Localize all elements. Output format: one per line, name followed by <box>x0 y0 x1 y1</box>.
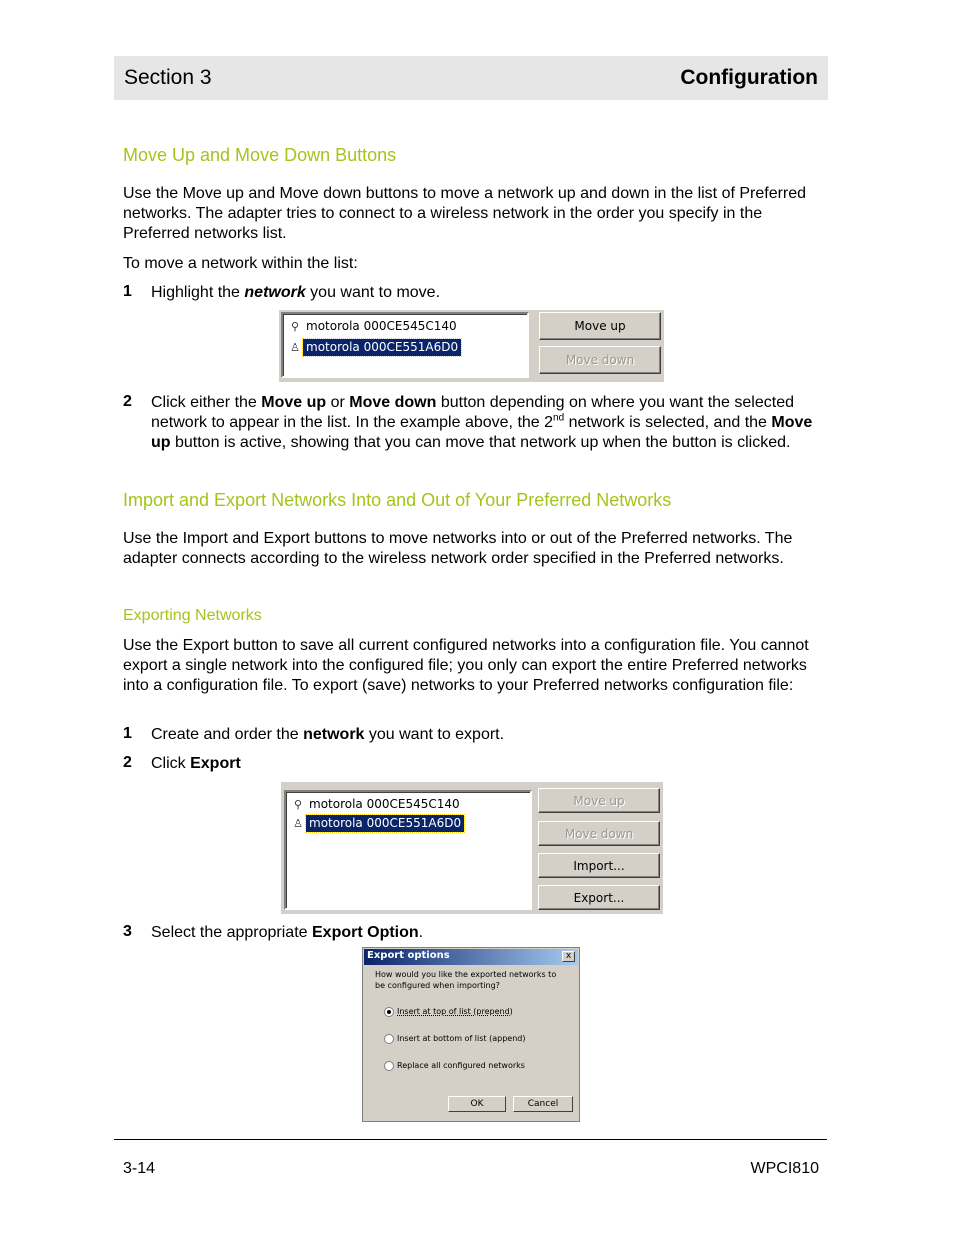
move-intro: Use the Move up and Move down buttons to move a network up and down in the list of Preferred networks. The adapter tries to connect to a wireless network in the order you specify in the Preferred networks list. <box>123 185 807 242</box>
chapter-title: Configuration <box>680 66 818 89</box>
product-name: WPCI810 <box>750 1160 819 1177</box>
move-up-button[interactable]: Move up <box>539 312 661 340</box>
page-number: 3-14 <box>123 1160 156 1177</box>
radio-append[interactable] <box>384 1034 394 1044</box>
option-append-label[interactable]: Insert at bottom of list (append) <box>397 1034 526 1043</box>
export-button[interactable]: Export... <box>538 885 660 910</box>
wireless-network-icon: ⚲ <box>290 319 300 333</box>
cancel-button[interactable]: Cancel <box>513 1096 573 1112</box>
move-down-button[interactable]: Move down <box>538 821 660 846</box>
move-heading: Move Up and Move Down Buttons <box>123 145 397 165</box>
list-item[interactable]: ⚲ motorola 000CE545C140 <box>287 317 460 335</box>
move-buttons-screenshot <box>279 310 664 382</box>
preferred-networks-list[interactable] <box>284 790 532 910</box>
export-step3: Select the appropriate Export Option. <box>151 924 424 941</box>
export-step2: Click Export <box>151 755 241 772</box>
step-number: 2 <box>123 393 132 410</box>
adhoc-network-icon: ♙ <box>293 816 303 830</box>
import-intro: Use the Import and Export buttons to move networks into or out of the Preferred networks. The adapter connects according to the wireless network order specified in the Preferred networks. <box>123 530 793 567</box>
option-replace-label[interactable]: Replace all configured networks <box>397 1061 525 1070</box>
radio-replace[interactable] <box>384 1061 394 1071</box>
move-step2: Click either the Move up or Move down button depending on where you want the selected network to appear in the list. In the example above, the 2nd network is selected, and the Move up button is active, showing that you can move that network up when the button is clicked. <box>151 394 813 451</box>
ok-button[interactable]: OK <box>448 1096 506 1112</box>
step-number: 1 <box>123 283 132 300</box>
import-button[interactable]: Import... <box>538 853 660 878</box>
move-down-button[interactable]: Move down <box>539 346 661 374</box>
export-heading: Exporting Networks <box>123 607 262 624</box>
wireless-network-icon: ⚲ <box>293 797 303 811</box>
list-item-selected[interactable]: ♙ motorola 000CE551A6D0 <box>287 338 461 356</box>
close-icon[interactable]: x <box>562 951 575 962</box>
dialog-titlebar <box>364 949 578 965</box>
import-heading: Import and Export Networks Into and Out of Your Preferred Networks <box>123 490 672 510</box>
export-options-dialog <box>362 947 580 1122</box>
section-label: Section 3 <box>124 66 212 89</box>
export-step1: Create and order the network you want to export. <box>151 726 505 743</box>
option-prepend-label[interactable]: Insert at top of list (prepend) <box>397 1007 513 1016</box>
move-lead: To move a network within the list: <box>123 255 358 272</box>
step-number: 2 <box>123 754 132 771</box>
list-item-selected[interactable]: ♙ motorola 000CE551A6D0 <box>290 814 464 832</box>
step-number: 3 <box>123 923 132 940</box>
export-buttons-screenshot <box>281 782 663 914</box>
footer-rule <box>114 1139 827 1140</box>
step-number: 1 <box>123 725 132 742</box>
move-up-button[interactable]: Move up <box>538 788 660 813</box>
preferred-networks-list[interactable] <box>281 312 529 378</box>
export-intro: Use the Export button to save all current configured networks into a configuration file. You cannot export a single network into the configured file; you only can export the entire Preferred networks into a configuration file. To export (save) networks to your Preferred networks configuration file: <box>123 637 809 694</box>
dialog-title: Export options <box>367 950 450 961</box>
dialog-question: How would you like the exported networks to be configured when importing? <box>375 970 557 990</box>
radio-prepend[interactable] <box>384 1007 394 1017</box>
list-item[interactable]: ⚲ motorola 000CE545C140 <box>290 795 463 813</box>
adhoc-network-icon: ♙ <box>290 340 300 354</box>
move-step1: Highlight the network you want to move. <box>151 284 441 301</box>
